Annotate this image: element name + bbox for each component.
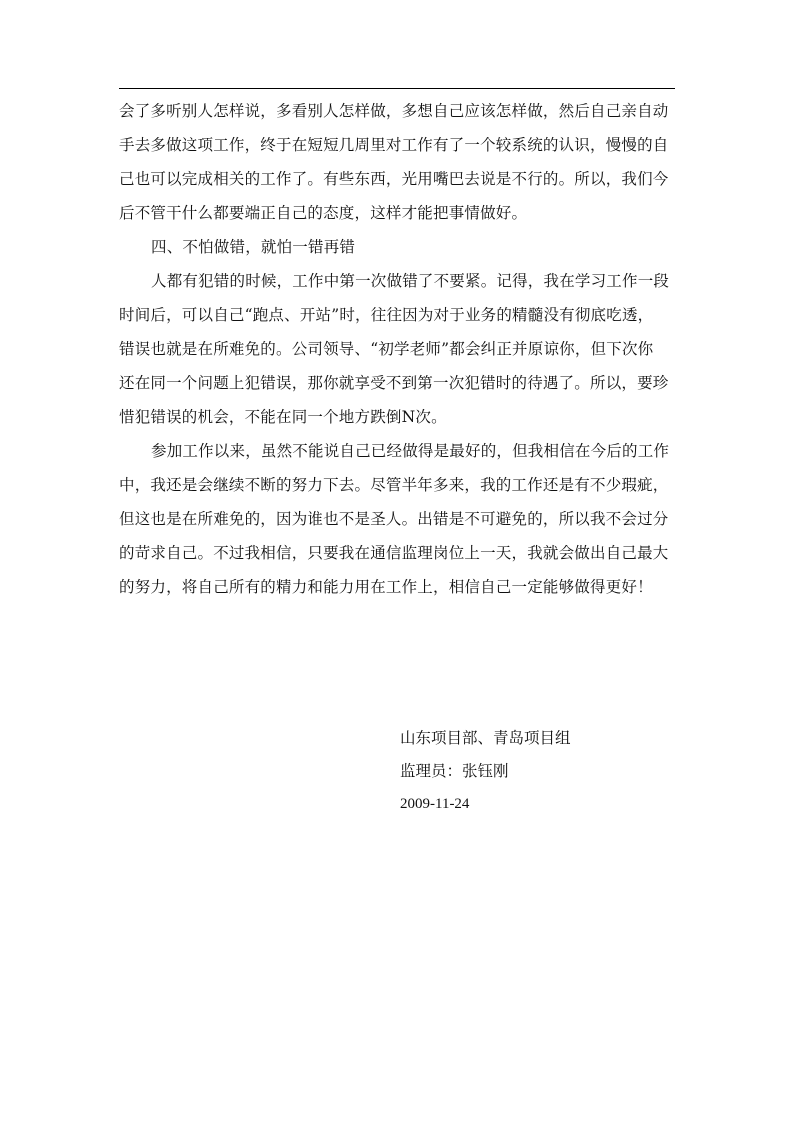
paragraph-line: 惜犯错误的机会，不能在同一个地方跌倒N次。 [119, 408, 447, 426]
paragraph-line: 还在同一个问题上犯错误，那你就享受不到第一次犯错时的待遇了。所以，要珍 [119, 374, 669, 392]
signature-organization: 山东项目部、青岛项目组 [400, 729, 571, 747]
section-heading: 四、不怕做错，就怕一错再错 [151, 238, 356, 256]
paragraph-line: 参加工作以来，虽然不能说自己已经做得是最好的，但我相信在今后的工作 [151, 442, 670, 460]
paragraph-line: 己也可以完成相关的工作了。有些东西，光用嘴巴去说是不行的。所以，我们今 [119, 170, 669, 188]
signature-block [400, 722, 680, 821]
paragraph-line: 人都有犯错的时候，工作中第一次做错了不要紧。记得，我在学习工作一段 [151, 272, 670, 290]
signature-supervisor: 监理员：张钰刚 [400, 762, 509, 780]
paragraph-line: 手去多做这项工作，终于在短短几周里对工作有了一个较系统的认识，慢慢的自 [119, 136, 669, 154]
header-rule [119, 88, 675, 89]
paragraph-line: 的努力，将自己所有的精力和能力用在工作上，相信自己一定能够做得更好！ [119, 578, 653, 596]
paragraph-line: 后不管干什么都要端正自己的态度，这样才能把事情做好。 [119, 204, 528, 222]
signature-date: 2009-11-24 [400, 796, 470, 812]
paragraph-line: 时间后，可以自己“跑点、开站”时，往往因为对于业务的精髓没有彻底吃透， [119, 306, 654, 324]
paragraph-line: 错误也就是在所难免的。公司领导、“初学老师”都会纠正并原谅你，但下次你 [119, 340, 654, 358]
document-body [119, 94, 679, 604]
paragraph-line: 的苛求自己。不过我相信，只要我在通信监理岗位上一天，我就会做出自己最大 [119, 544, 669, 562]
paragraph-line: 中，我还是会继续不断的努力下去。尽管半年多来，我的工作还是有不少瑕疵， [119, 476, 669, 494]
paragraph-line: 会了多听别人怎样说，多看别人怎样做，多想自己应该怎样做，然后自己亲自动 [119, 102, 669, 120]
paragraph-line: 但这也是在所难免的，因为谁也不是圣人。出错是不可避免的，所以我不会过分 [119, 510, 669, 528]
